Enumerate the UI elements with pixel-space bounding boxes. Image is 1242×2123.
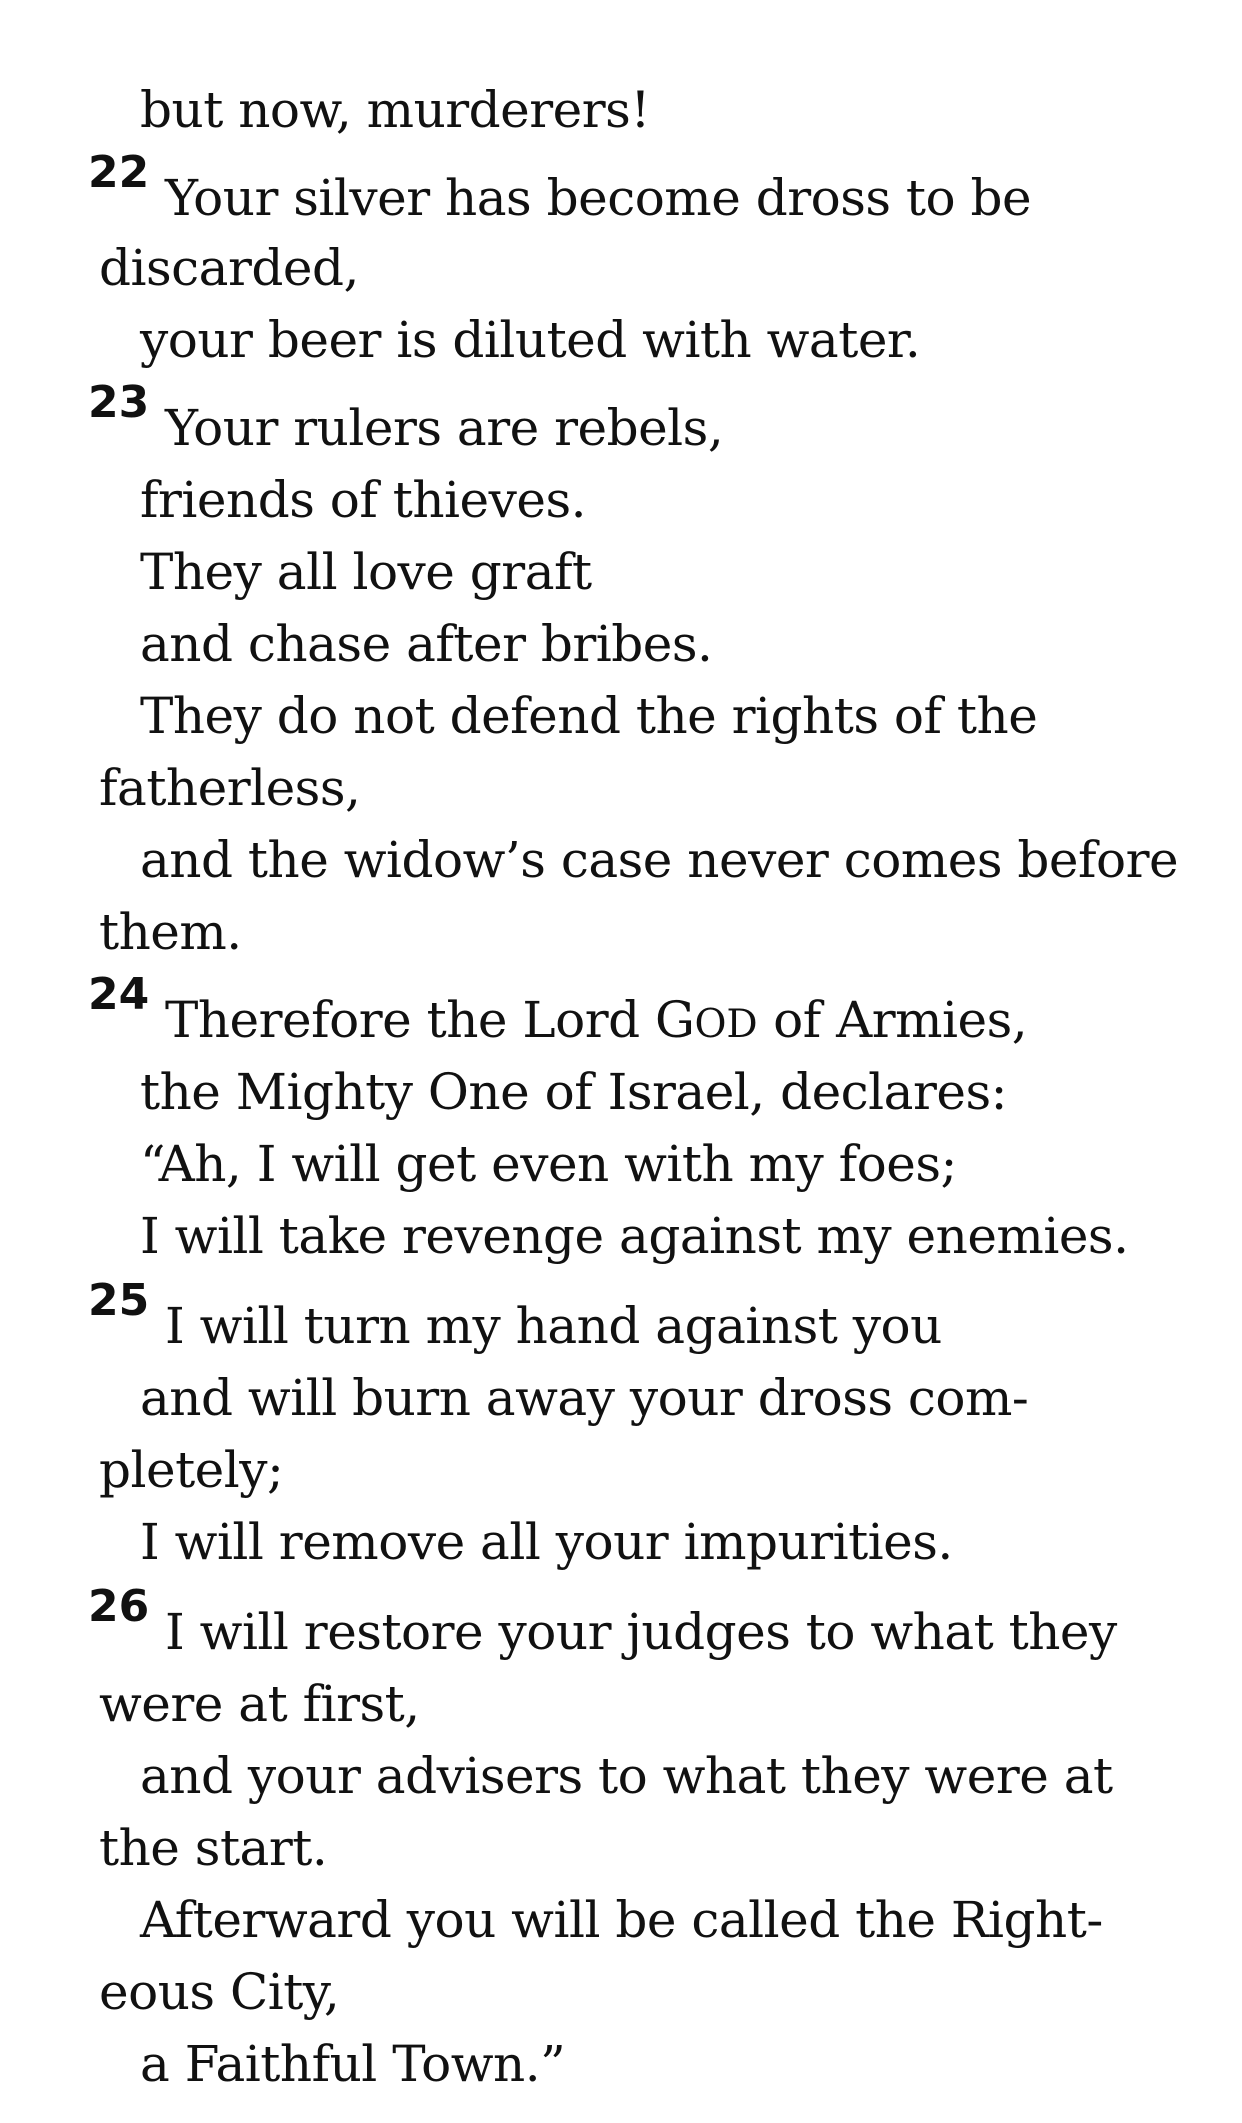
- verse-22-line-1: Your silver has become dross to be: [165, 169, 1032, 227]
- text-line: and your advisers to what they were at: [140, 1747, 1113, 1805]
- text-line: They all love graft: [140, 543, 592, 601]
- verse-number-25: 25: [88, 1275, 150, 1326]
- text-line: “Ah, I will get even with my foes;: [140, 1135, 957, 1193]
- text-line: friends of thieves.: [140, 471, 587, 529]
- verse-number-26: 26: [88, 1581, 150, 1632]
- verse-25-line-1: I will turn my hand against you: [165, 1297, 942, 1355]
- text-line: They do not defend the rights of the: [140, 687, 1038, 745]
- verse-number-23: 23: [88, 377, 150, 428]
- text-line: them.: [99, 903, 242, 961]
- small-caps-segment: OD: [694, 1002, 758, 1047]
- text-line: and will burn away your dross com-: [140, 1369, 1029, 1427]
- text-line: discarded,: [99, 239, 359, 297]
- text-line: I will remove all your impurities.: [140, 1513, 953, 1571]
- text-segment: of Armies,: [757, 991, 1028, 1049]
- verse-24-line-1: [165, 990, 1027, 1055]
- text-line: and chase after bribes.: [140, 615, 713, 673]
- text-line: Afterward you will be called the Right-: [140, 1891, 1103, 1949]
- text-line: and the widow’s case never comes before: [140, 831, 1179, 889]
- text-line: fatherless,: [99, 759, 361, 817]
- text-line: but now, murderers!: [140, 81, 650, 139]
- text-line: pletely;: [99, 1441, 284, 1499]
- text-line: your beer is diluted with water.: [140, 311, 921, 369]
- text-line: the Mighty One of Israel, declares:: [140, 1063, 1007, 1121]
- verse-26-line-1: I will restore your judges to what they: [165, 1603, 1117, 1661]
- text-segment: Therefore the Lord G: [165, 991, 695, 1049]
- text-line: were at first,: [99, 1675, 420, 1733]
- verse-number-24: 24: [88, 969, 150, 1020]
- text-line: a Faithful Town.”: [140, 2035, 566, 2093]
- text-line: the start.: [99, 1819, 328, 1877]
- verse-number-22: 22: [88, 147, 150, 198]
- text-line: eous City,: [99, 1963, 340, 2021]
- text-line: I will take revenge against my enemies.: [140, 1207, 1129, 1265]
- verse-23-line-1: Your rulers are rebels,: [165, 399, 724, 457]
